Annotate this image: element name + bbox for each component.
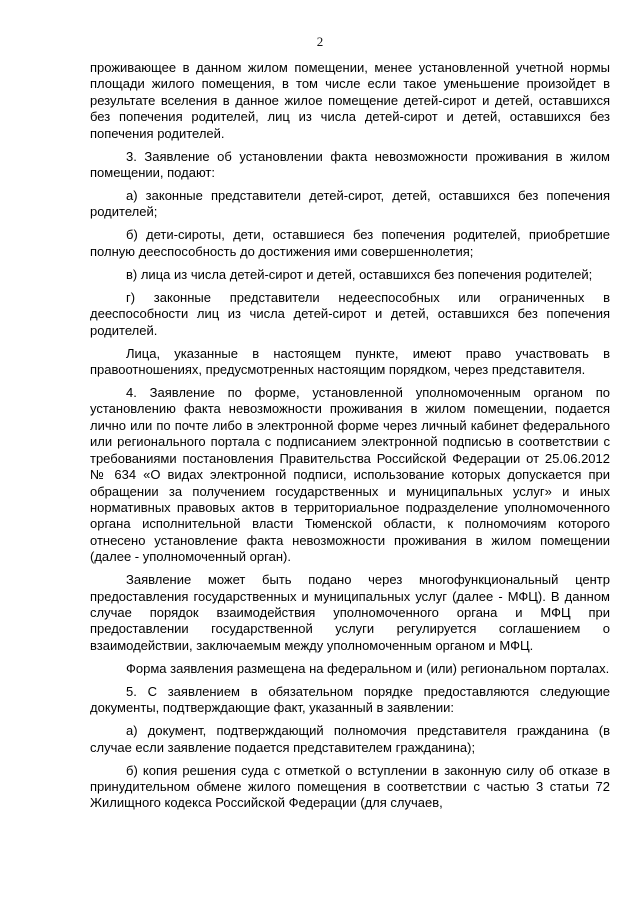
paragraph-item-3a: а) законные представители детей-сирот, детей, оставшихся без попечения родителей;: [90, 188, 610, 220]
paragraph-item-5b: б) копия решения суда с отметкой о вступлении в законную силу об отказе в принудительном обмене жилого помещения в соответствии с частью 3 статьи 72 Жилищного кодекса Российской Федерации (для случаев,: [90, 762, 610, 811]
document-body: [90, 60, 610, 818]
paragraph-item-3v: в) лица из числа детей-сирот и детей, оставшихся без попечения родителей;: [126, 266, 593, 282]
paragraph-item-4: 4. Заявление по форме, установленной уполномоченным органом по установлению факта невозможности проживания в жилом помещении, подается лично или по почте либо в электронной форме через личный кабинет федерального или регионального портала с подписанием электронной подписью в соответствии с требованиями постановления Правительства Российской Федерации от 25.06.2012 № 634 «О видах электронной подписи, использование которых допускается при обращении за получением государственных и муниципальных услуг» и иных нормативных правовых актов в территориальное подразделение уполномоченного органа исполнительной власти Тюменской области, к полномочиям которого отнесено установление факта невозможности проживания в жилом помещении (далее - уполномоченный орган).: [90, 385, 610, 565]
paragraph-form-location: Форма заявления размещена на федеральном и (или) региональном порталах.: [126, 660, 610, 676]
paragraph-item-5a: а) документ, подтверждающий полномочия представителя гражданина (в случае если заявление подается представителем гражданина);: [90, 723, 610, 755]
paragraph-item-3b: б) дети-сироты, дети, оставшиеся без попечения родителей, приобретшие полную дееспособность до достижения ими совершеннолетия;: [90, 227, 610, 259]
paragraph-mfc: Заявление может быть подано через многофункциональный центр предоставления государственных и муниципальных услуг (далее - МФЦ). В данном случае порядок взаимодействия уполномоченного органа и МФЦ при предоставлении государственной услуги регулируется соглашением о взаимодействии, заключаемым между уполномоченным органом и МФЦ.: [90, 572, 610, 653]
page-number: 2: [316, 34, 324, 49]
paragraph-item-5: 5. С заявлением в обязательном порядке предоставляются следующие документы, подтверждающие факт, указанный в заявлении:: [90, 683, 610, 716]
paragraph-item-3: 3. Заявление об установлении факта невозможности проживания в жилом помещении, подают:: [90, 148, 610, 181]
paragraph-continuation: проживающее в данном жилом помещении, менее установленной учетной нормы площади жилого помещения, в том числе если такое уменьшение произойдет в результате вселения в данное жилое помещение детей-сирот и детей, оставшихся без попечения родителей, лиц из числа детей-сирот и детей, оставшихся без попечения родителей.: [90, 60, 610, 141]
paragraph-representatives: Лица, указанные в настоящем пункте, имеют право участвовать в правоотношениях, предусмотренных настоящим порядком, через представителя.: [90, 345, 610, 378]
paragraph-item-3g: г) законные представители недееспособных или ограниченных в дееспособности лиц из числа детей-сирот и детей, оставшихся без попечения родителей.: [90, 289, 610, 338]
